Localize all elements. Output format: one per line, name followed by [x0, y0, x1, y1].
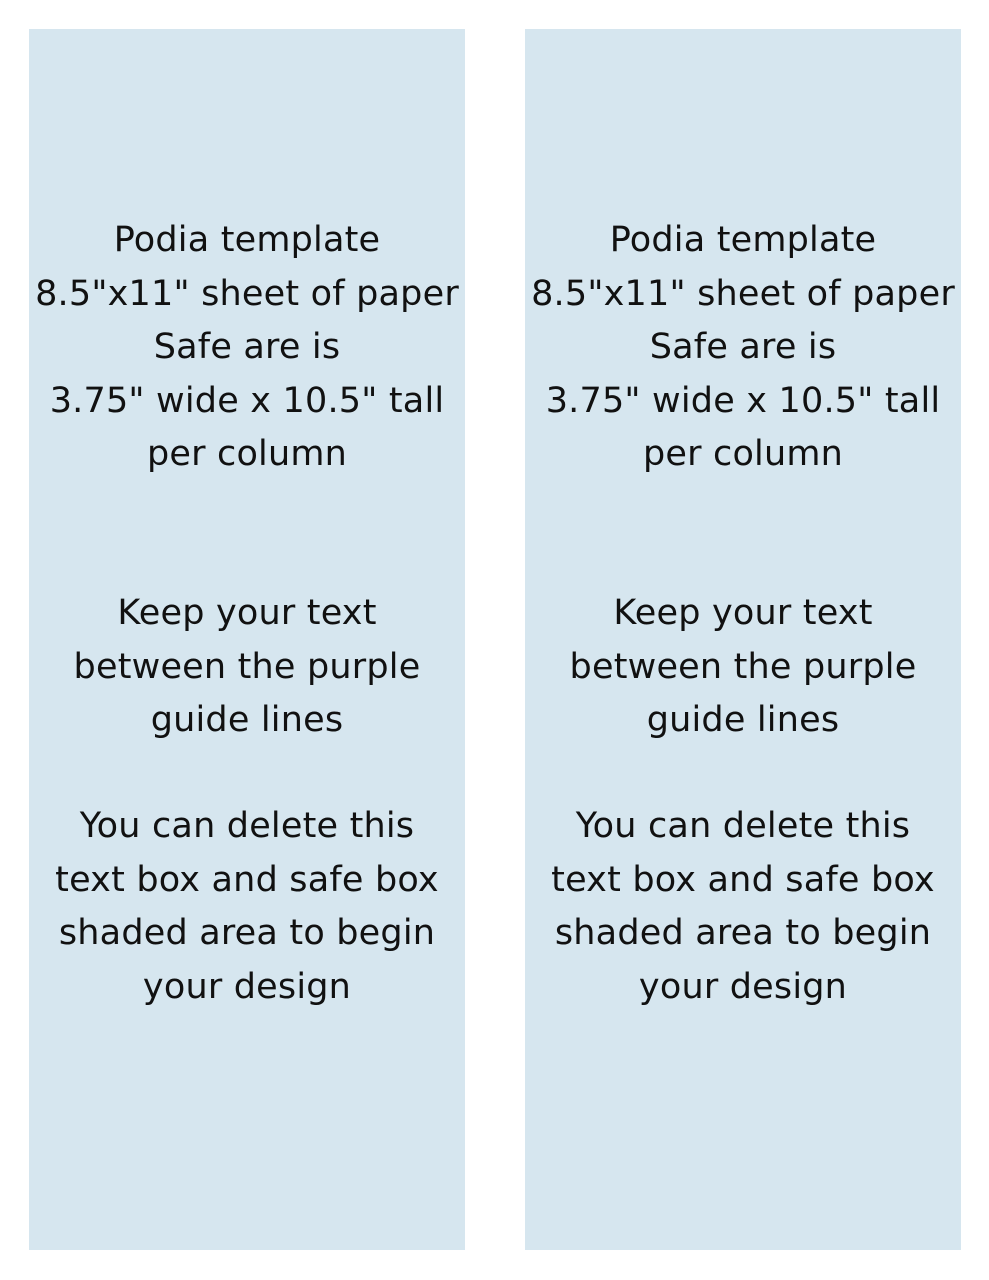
text-line: Safe are is — [649, 327, 837, 367]
text-line: between the purple — [73, 646, 421, 687]
text-line: Keep your text — [117, 593, 377, 633]
template-info-text[interactable] — [525, 214, 961, 482]
text-line: shaded area to begin — [58, 913, 436, 953]
text-line: text box and safe box — [55, 859, 439, 900]
template-info-text[interactable] — [29, 214, 465, 482]
safe-area-column-right[interactable] — [525, 29, 961, 1250]
text-line: your design — [142, 966, 352, 1007]
text-line: 8.5"x11" sheet of paper — [531, 273, 955, 314]
text-line: You can delete this — [79, 806, 415, 846]
text-line: between the purple — [569, 646, 917, 687]
text-line: Keep your text — [613, 593, 873, 633]
text-line: text box and safe box — [551, 859, 935, 900]
text-line: guide lines — [150, 700, 344, 740]
delete-instruction-text[interactable] — [525, 800, 961, 1014]
text-line: guide lines — [646, 700, 840, 740]
delete-instruction-text[interactable] — [29, 800, 465, 1014]
guide-lines-instruction-text[interactable] — [29, 587, 465, 748]
text-line: Podia template — [609, 220, 877, 260]
guide-lines-instruction-text[interactable] — [525, 587, 961, 748]
text-line: per column — [146, 434, 348, 474]
text-line: Safe are is — [153, 327, 341, 367]
text-line: 8.5"x11" sheet of paper — [35, 273, 459, 314]
text-line: shaded area to begin — [554, 913, 932, 953]
text-line: 3.75" wide x 10.5" tall — [545, 380, 941, 421]
text-line: 3.75" wide x 10.5" tall — [49, 380, 445, 421]
safe-area-column-left[interactable] — [29, 29, 465, 1250]
text-line: your design — [638, 966, 848, 1007]
text-line: per column — [642, 434, 844, 474]
text-line: Podia template — [113, 220, 381, 260]
text-line: You can delete this — [575, 806, 911, 846]
